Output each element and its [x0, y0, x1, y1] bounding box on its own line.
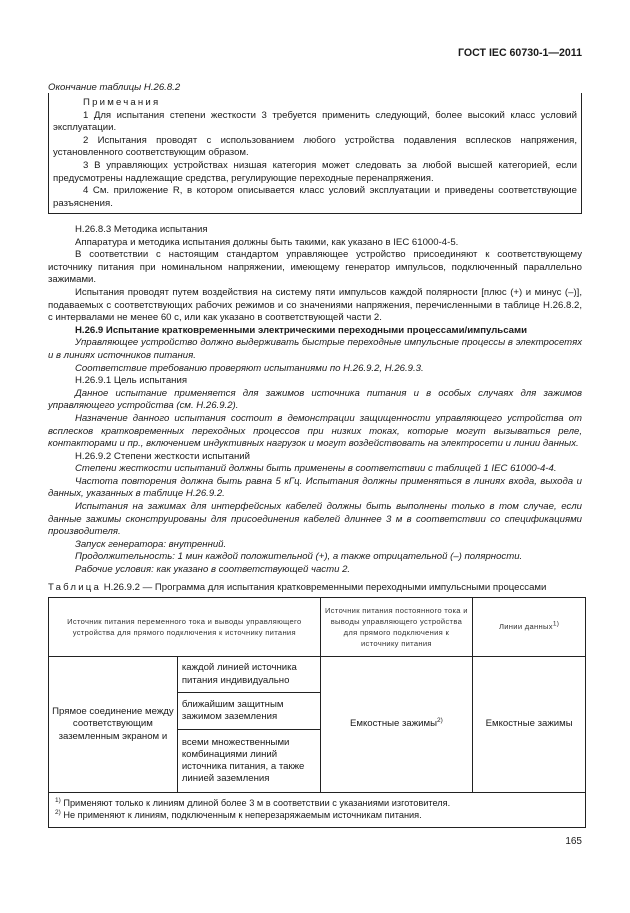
dc-value-text: Емкостные зажимы [350, 718, 438, 730]
header-ac-supply: Источник питания переменного тока и выводы управляющего устройства для прямого подключения к источнику питания [49, 598, 321, 657]
note-item: 3 В управляющих устройствах низшая категория может следовать за любой высшей категорией, если предусмотрены надлежащие средства, регулирующие переходные перенапряжения. [53, 159, 577, 184]
table-footnote [55, 809, 579, 821]
header-data-lines [473, 598, 586, 657]
requirement-paragraph: Степени жесткости испытаний должны быть применены в соответствии с таблицей 1 IEC 61000-4-4. [75, 463, 557, 475]
requirement-paragraph: Соответствие требованию проверяют испытаниями по Н.26.9.2, Н.26.9.3. [75, 362, 424, 374]
requirement-paragraph: Продолжительность: 1 мин каждой положительной (+), а также отрицательной (–) полярности. [75, 551, 523, 563]
paragraph: В соответствии с настоящим стандартом управляющее устройство присоединяют к соответствующему источнику питания при номинальном напряжении, имеющему генератор импульсов, подключенный параллельно зажимами. [48, 249, 582, 286]
table-caption-label: Таблица [48, 582, 102, 593]
footnote-mark: 1) [55, 796, 61, 804]
table-caption-text: Н.26.9.2 — Программа для испытания кратковременными переходными импульсными процессами [103, 582, 547, 593]
note-item: 2 Испытания проводят с использованием любого устройства подавления всплесков напряжения, установленного соответствующим образом. [53, 134, 577, 159]
body-text [48, 224, 582, 577]
sub-condition: ближайшим защитным зажимом заземления [177, 693, 320, 730]
sub-condition: всеми множественными комбинациями линий источника питания, а также линией заземления [177, 730, 320, 793]
row-label: Прямое соединение между соответствующим заземленным экраном и [49, 657, 178, 793]
data-value: Емкостные зажимы [473, 657, 586, 793]
test-program-table [48, 597, 586, 828]
paragraph: Испытания проводят путем воздействия на систему пяти импульсов каждой полярности [плюс (+) и минус (–)], подаваемых с соответствующих рабочих режимов и со значениями напряжения, перечисленными в таблице Н.26.8.2, с интервалами не менее 60 с, или как указано в соответствующей части 2. [48, 286, 582, 324]
requirement-paragraph: Запуск генератора: внутренний. [75, 538, 227, 550]
table-footnotes [49, 793, 586, 828]
footnote-text: Применяют только к линиям длиной более 3 м в соответствии с указаниями изготовителя. [63, 798, 451, 808]
requirement-paragraph: Испытания на зажимах для интерфейсных кабелей должны быть выполнены только в том случае, если данные зажимы сконструированы для присоединения кабелей длиннее 3 м в соответствии со спецификациями производителя. [48, 501, 582, 538]
dc-value [320, 657, 473, 793]
notes-heading: Примечания [83, 97, 161, 108]
requirement-paragraph: Назначение данного испытания состоит в демонстрации защищенности управляющего устройства от всплесков кратковременных переходных процессов при низких токах, которые могут вызываться реле, контакторами и пр., включением индуктивных нагрузок и могут воздействовать на электросети и линии данных. [48, 412, 582, 450]
notes-box [48, 93, 582, 214]
section-heading-bold: Н.26.9 Испытание кратковременными электрическими переходными процессами/импульсами [75, 324, 527, 336]
standard-header: ГОСТ IEC 60730-1—2011 [458, 47, 582, 59]
footnote-text: Не применяют к линиям, подключенным к неперезаряжаемым источникам питания. [63, 810, 422, 820]
requirement-paragraph: Управляющее устройство должно выдерживать быстрые переходные импульсные процессы в электросетях и в линиях источников питания. [48, 337, 582, 361]
table-caption [48, 582, 588, 595]
requirement-paragraph: Данное испытание применяется для зажимов источника питания и в особых случаях для зажимов управляющего устройства (см. Н.26.9.2). [48, 387, 582, 412]
sub-condition: каждой линией источника питания индивидуально [177, 657, 320, 693]
footnote-mark: 1) [552, 620, 560, 628]
header-data-lines-label: Линии данных [498, 622, 553, 632]
table-footnote [55, 797, 579, 809]
header-dc-supply: Источник питания постоянного тока и выводы управляющего устройства для прямого подключения к источнику питания [320, 598, 473, 657]
section-heading: Н.26.9.1 Цель испытания [75, 375, 188, 387]
requirement-paragraph: Частота повторения должна быть равна 5 кГц. Испытания должны применяться в линиях входа, выхода и данных, указанных в таблице Н.26.9.2. [48, 475, 582, 500]
section-heading: Н.26.8.3 Методика испытания [75, 224, 208, 235]
note-item: 4 См. приложение R, в котором описывается класс условий эксплуатации и приведены соответствующие разъяснения. [53, 185, 577, 209]
footnote-mark: 2) [437, 717, 443, 725]
table-continuation-label: Окончание таблицы Н.26.8.2 [48, 82, 181, 93]
paragraph: Аппаратура и методика испытания должны быть такими, как указано в IEC 61000-4-5. [75, 236, 459, 248]
page-number: 165 [565, 836, 582, 847]
footnote-mark: 2) [55, 808, 61, 816]
requirement-paragraph: Рабочие условия: как указано в соответствующей части 2. [75, 564, 351, 576]
note-item: 1 Для испытания степени жесткости 3 требуется применить следующий, более высокий класс условий эксплуатации. [53, 109, 577, 134]
section-heading: Н.26.9.2 Степени жесткости испытаний [75, 450, 251, 462]
